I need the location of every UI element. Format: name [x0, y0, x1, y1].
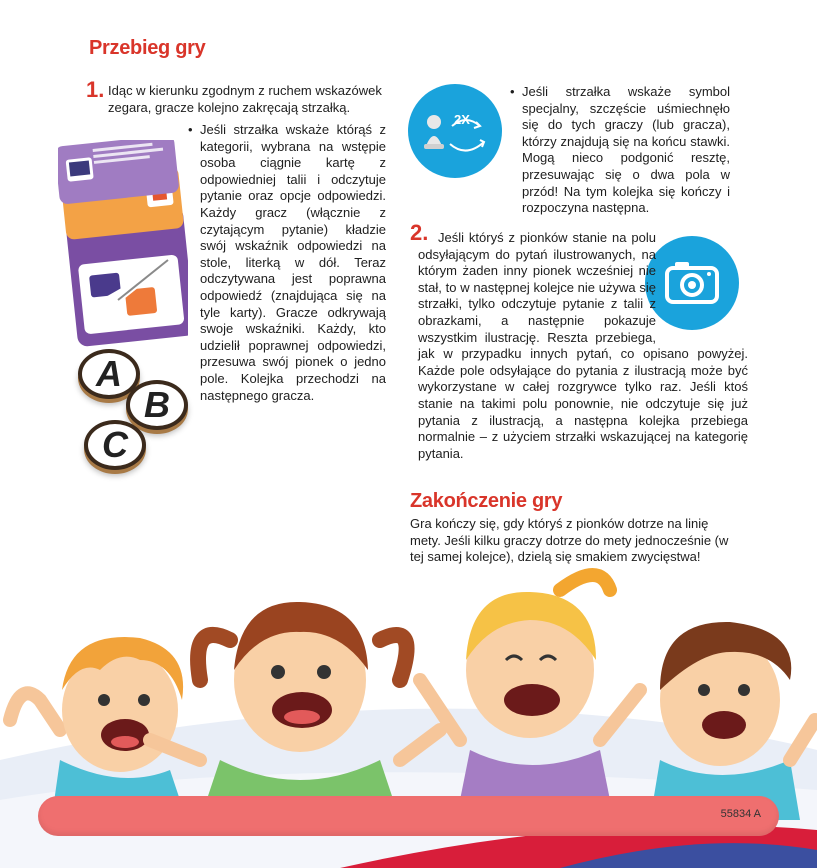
- step-number-2: 2.: [410, 220, 429, 245]
- step1-intro: [108, 83, 408, 116]
- card-stack-graphic: [58, 140, 188, 350]
- step1-intro-line: Idąc w kierunku zgodnym z ruchem wskazówek: [108, 83, 382, 98]
- answer-token-b: B: [126, 380, 188, 430]
- bullet-dot: •: [510, 84, 515, 99]
- pawn-2x-icon: [408, 84, 502, 178]
- step-number-1: 1.: [86, 77, 105, 102]
- badge-2x-label: 2X: [454, 112, 470, 127]
- float-spacer: [656, 230, 748, 334]
- section-title-przebieg: Przebieg gry: [89, 37, 206, 59]
- step2-text: Jeśli któryś z pionków stanie na polu odsyłającym do pytań ilustrowanych, na którym żaden inny pionek wcześniej nie stał, to w następnej kolejce nie używa się strzałki, tylko odczytuje pytanie z talii z obrazkami, a następnie pokazuje wszystkim ilustrację. Reszta przebiega, jak w przypadku innych pytań, co opisano powyżej. Każde pole odsyłające do pytania z ilustracją może być wykorzystane w całej rozgrywce tylko raz. Jeśli ktoś stanie na takimi polu ponownie, nie odczytuje się już pytania z ilustracją, a następna kolejka przebiega normalnie – z użyciem strzałki wskazującej na kategorię pytania.: [418, 230, 748, 461]
- bullet-dot: •: [188, 122, 193, 137]
- step2-wrapper: [418, 230, 748, 470]
- answer-token-a: A: [78, 349, 140, 399]
- special-bullet-text: Jeśli strzałka wskaże symbol specjalny, szczęście uśmiechnęło się do tych graczy (lub gracza), którzy znajdują się na końcu stawki. Mogą nieco podgonić resztę, przesuwając się o dwa pola w przód! Na tym kolejka się kończy i rozpoczyna następna.: [522, 84, 730, 216]
- special-symbol-badge: [408, 84, 502, 178]
- product-code: 55834 A: [720, 808, 761, 820]
- section-title-zakonczenie: Zakończenie gry: [410, 490, 563, 512]
- answer-token-c: C: [84, 420, 146, 470]
- footer-bar: [38, 796, 779, 836]
- question-card-illustration: [58, 140, 188, 350]
- step1-intro-line: zegara, gracze kolejno zakręcają strzałką.: [108, 99, 351, 115]
- ending-text: Gra kończy się, gdy któryś z pionków dotrze na linię mety. Jeśli kilku graczy dotrze do mety jednocześnie (w tej samej kolejce), dzielą się smakiem zwycięstwa!: [410, 516, 729, 565]
- step1-bullet-text: Jeśli strzałka wskaże którąś z kategorii, wybrana na wstępie osoba ciągnie kartę z odpowiedniej talii i odczytuje pytanie oraz opcje odpowiedzi. Każdy gracz (włącznie z czytającym pytanie) kładzie swój wskaźnik odpowiedzi na stole, literką w dół. Teraz odczytywana jest poprawna odpowiedź (znajdująca się na tyle karty). Gracze odkrywają swoje wskaźniki. Każdy, kto udzielił poprawnej odpowiedzi, przesuwa swój pionek o jedno pole. Kolejka przechodzi na następnego gracza.: [200, 122, 386, 403]
